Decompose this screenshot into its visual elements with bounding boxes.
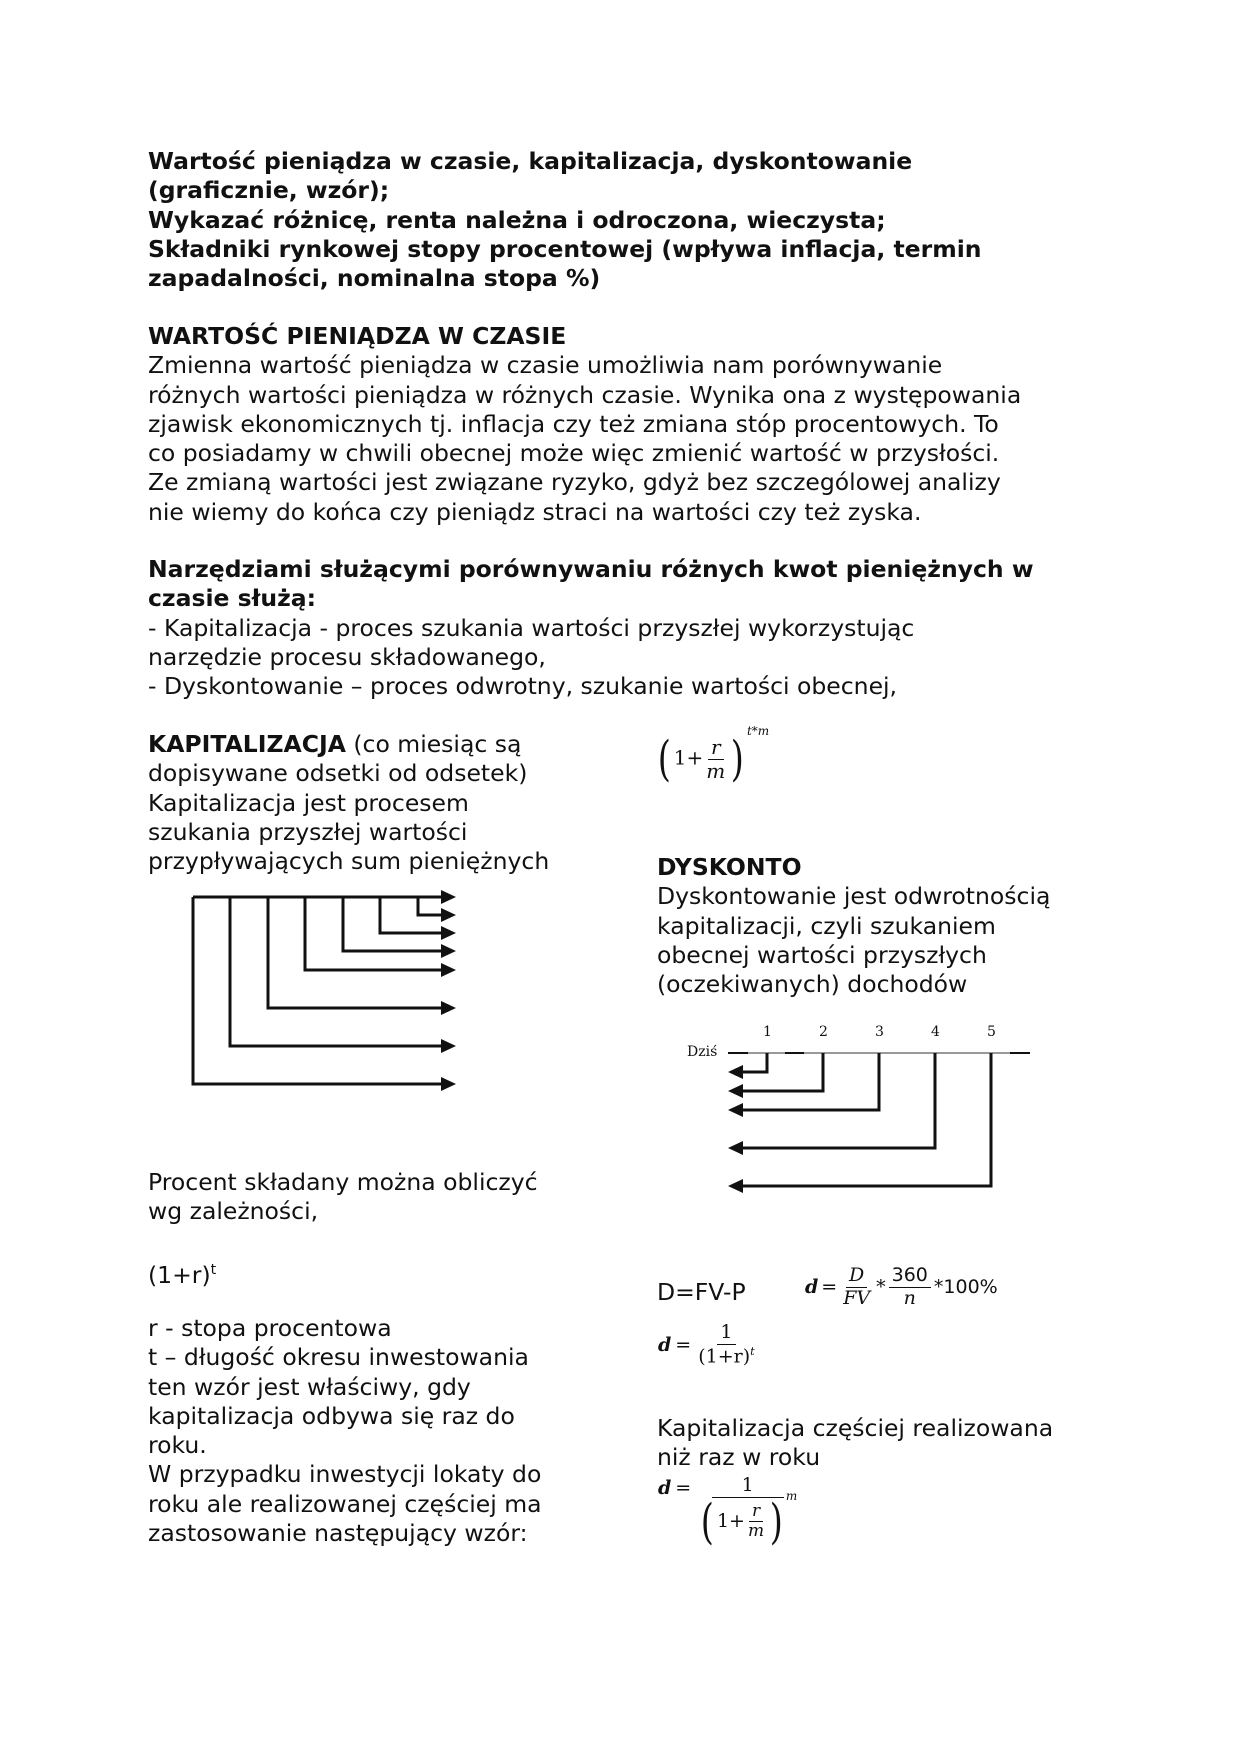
frequent-capitalization-text: Kapitalizacja częściej realizowana niż raz w roku	[657, 1414, 1054, 1472]
paragraph-line: nie wiemy do końca czy pieniądz straci na wartości czy też zyska.	[148, 497, 922, 526]
header-line: (graficznie, wzór);	[148, 176, 390, 205]
paragraph-line: Dyskontowanie jest odwrotnością	[657, 882, 1051, 911]
header-line: Wykazać różnicę, renta należna i odroczona, wieczysta;	[148, 205, 886, 234]
paragraph-line: Kapitalizacja jest procesem	[148, 788, 469, 817]
paragraph-line: co posiadamy w chwili obecnej może więc zmienić wartość w przysłości.	[148, 439, 1000, 468]
section-heading: Narzędziami służącymi porównywaniu różnych kwot pieniężnych w	[148, 555, 1034, 583]
list-item: - Dyskontowanie – proces odwrotny, szukanie wartości obecnej,	[148, 672, 898, 701]
today-label: Dziś	[687, 1044, 718, 1060]
tick-label-5: 5	[987, 1024, 996, 1040]
paragraph-line: różnych wartości pieniądza w różnych czasie. Wynika ona z występowania	[148, 380, 1022, 409]
paragraph-line: szukania przyszłej wartości	[148, 817, 468, 846]
tick-label-1: 1	[763, 1024, 772, 1040]
paragraph-line: Zmienna wartość pieniądza w czasie umożliwia nam porównywanie	[148, 351, 943, 380]
paren-right: )	[731, 731, 745, 787]
tick-label-2: 2	[819, 1024, 828, 1040]
section-heading: DYSKONTO	[657, 853, 802, 881]
definitions: r - stopa procentowa t – długość okresu inwestowania ten wzór jest właściwy, gdy kapitalizacja odbywa się raz do roku. W przypadku inwestycji lokaty do roku ale realizowanej częściej ma zastosowanie następujący wzór:	[148, 1314, 542, 1548]
paren-left: (	[657, 731, 671, 787]
paragraph-line: obecnej wartości przyszłych	[657, 940, 987, 969]
tick-label-3: 3	[875, 1024, 884, 1040]
list-item: - Kapitalizacja - proces szukania wartości przyszłej wykorzystując	[148, 613, 915, 642]
formula-discount-rate: d = $\frac{D}{FV}$ * $\frac{360}{n}$ *100%	[805, 1264, 998, 1309]
formula-discount-frequent: d = 1 ( 1+ $\frac{r}{m}$ ) $^m$	[658, 1474, 798, 1550]
paragraph-line: (oczekiwanych) dochodów	[657, 970, 968, 999]
list-item: narzędzie procesu składowanego,	[148, 642, 546, 671]
paragraph-line: Ze zmianą wartości jest związane ryzyko, gdyż bez szczególowej analizy	[148, 468, 1001, 497]
section-heading: WARTOŚĆ PIENIĄDZA W CZASIE	[148, 322, 567, 350]
header-line: Wartość pieniądza w czasie, kapitalizacja, dyskontowanie	[148, 147, 913, 175]
header-line: Składniki rynkowej stopy procentowej (wpływa inflacja, termin	[148, 234, 982, 263]
heading-suffix: (co miesiąc są	[345, 730, 522, 758]
formula-discount-factor: d = $\frac{1}{(1+r)^t}$	[658, 1321, 755, 1368]
header-line: zapadalności, nominalna stopa %)	[148, 264, 601, 293]
paragraph-line: kapitalizacji, czyli szukaniem	[657, 911, 996, 940]
formula-compound-frequent: ( 1+ $\frac{r}{m}$ )$^{t*m}$	[657, 723, 770, 787]
paragraph-line: dopisywane odsetki od odsetek)	[148, 759, 528, 788]
formula-discount-amount: D=FV-P	[657, 1278, 746, 1306]
compound-interest-text: Procent składany można obliczyć wg zależności,	[148, 1168, 538, 1226]
section-heading: czasie służą:	[148, 584, 316, 613]
tick-label-4: 4	[931, 1024, 940, 1040]
paragraph-line: przypływających sum pieniężnych	[148, 847, 550, 876]
paragraph-line: zjawisk ekonomicznych tj. inflacja czy też zmiana stóp procentowych. To	[148, 409, 999, 438]
section-heading: KAPITALIZACJA	[148, 730, 346, 758]
formula-simple-compound: $(1+r)^t$	[148, 1260, 217, 1289]
